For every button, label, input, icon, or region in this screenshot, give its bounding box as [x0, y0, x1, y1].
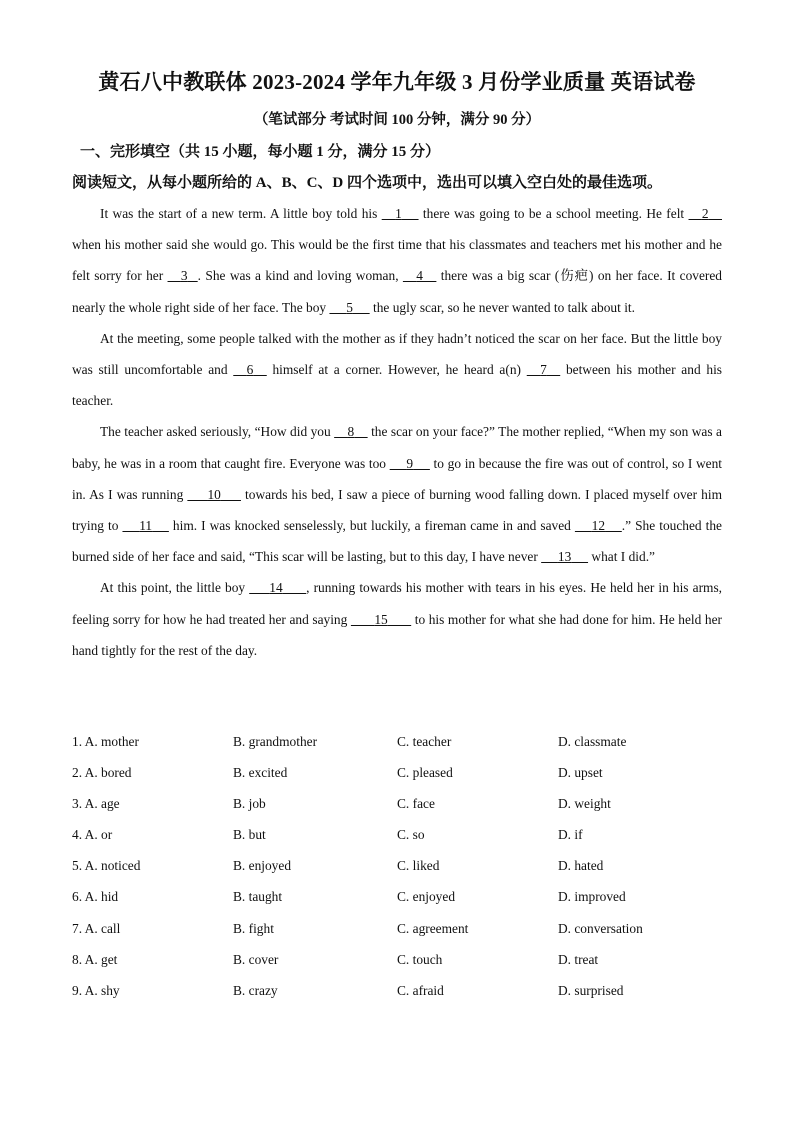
option-row-7	[72, 913, 722, 944]
passage-text: It was the start of a new term. A little boy told his	[100, 206, 382, 221]
passage-text: him. I was knocked senselessly, but luckily, a fireman came in and saved	[168, 518, 575, 534]
option-d: D. classmate	[558, 734, 627, 749]
option-row-2	[72, 757, 722, 788]
option-b: B. enjoyed	[233, 858, 292, 874]
option-c: C. teacher	[397, 734, 452, 749]
option-b: B. excited	[233, 765, 288, 781]
option-d: D. hated	[558, 858, 604, 874]
blank-2: 2	[701, 206, 709, 221]
passage-text: .” She touched the burned side of her face and said, “This scar will be lasting, but to this day, I have never	[72, 518, 722, 565]
option-row-6	[72, 881, 722, 912]
option-c: C. face	[397, 796, 435, 812]
option-b: B. taught	[233, 889, 283, 905]
option-a: 5. A. noticed	[72, 858, 141, 874]
passage-text: . She was a kind and loving woman,	[197, 268, 403, 284]
option-d: D. upset	[558, 765, 603, 781]
answer-options	[72, 726, 722, 1006]
option-d: D. weight	[558, 796, 611, 812]
exam-title: 黄石八中教联体 2023-2024 学年九年级 3 月份学业质量 英语试卷	[98, 70, 696, 94]
blank-9: 9	[406, 455, 414, 471]
passage-paragraph-2	[72, 323, 722, 417]
blank-8: 8	[347, 424, 355, 440]
option-b: B. cover	[233, 951, 279, 967]
option-c: C. liked	[397, 858, 440, 874]
option-d: D. improved	[558, 889, 626, 905]
option-b: B. crazy	[233, 982, 278, 998]
passage-paragraph-4	[72, 572, 722, 666]
option-b: B. fight	[233, 920, 274, 936]
passage-text: there was a big scar (伤疤) on her face. It covered nearly the whole right side of her face. The boy	[72, 268, 722, 315]
blank-3: 3	[180, 268, 188, 284]
option-row-9	[72, 975, 722, 1006]
passage-text: , running towards his mother with tears in his eyes. He held her in his arms, feeling sorry for how he had treated her and saying	[72, 580, 722, 627]
option-d: D. surprised	[558, 982, 624, 998]
option-b: B. grandmother	[233, 734, 318, 749]
passage-text: between his mother and his teacher.	[72, 362, 722, 409]
option-row-3	[72, 788, 722, 819]
option-d: D. conversation	[558, 920, 643, 936]
option-c: C. agreement	[397, 920, 469, 936]
blank-4: 4	[416, 268, 423, 284]
option-a: 2. A. bored	[72, 765, 132, 781]
blank-5: 5	[346, 299, 353, 315]
passage-text: The teacher asked seriously, “How did you	[100, 424, 335, 440]
option-row-4	[72, 819, 722, 850]
option-c: C. enjoyed	[397, 889, 456, 905]
option-d: D. treat	[558, 951, 599, 967]
blank-15: 15	[374, 611, 388, 627]
passage-text: what I did.”	[588, 549, 655, 565]
passage-text: when his mother said she would go. This would be the first time that his classmates and teachers met his mother and he felt sorry for her	[72, 237, 722, 284]
option-c: C. so	[397, 827, 425, 843]
passage-text: the ugly scar, so he never wanted to talk about it.	[369, 299, 635, 315]
option-a: 1. A. mother	[72, 734, 139, 749]
option-c: C. afraid	[397, 982, 444, 998]
option-a: 9. A. shy	[72, 982, 120, 998]
passage-text: the scar on your face?” The mother replied, “When my son was a baby, he was in a room that caught fire. Everyone was too	[72, 424, 722, 471]
passage-text: himself at a corner. However, he heard a(n)	[266, 362, 527, 378]
option-row-1	[72, 726, 722, 757]
blank-7: 7	[540, 362, 547, 378]
blank-11: 11	[139, 518, 153, 534]
section-instruction: 阅读短文，从每小题所给的 A、B、C、D 四个选项中，选出可以填入空白处的最佳选项。	[72, 175, 663, 191]
passage-paragraph-1	[72, 198, 722, 323]
passage-text: At the meeting, some people talked with the mother as if they hadn’t noticed the scar on her face. But the little boy was still uncomfortable and	[72, 330, 722, 378]
section-heading: 一、完形填空（共 15 小题，每小题 1 分，满分 15 分）	[80, 144, 441, 160]
option-d: D. if	[558, 827, 583, 843]
passage-text: to his mother for what she had done for him. He held her hand tightly for the rest of the day.	[72, 611, 723, 658]
option-c: C. pleased	[397, 765, 453, 781]
blank-6: 6	[246, 362, 254, 378]
option-a: 4. A. or	[72, 827, 113, 843]
passage-text: there was going to be a school meeting. He felt	[418, 206, 689, 221]
blank-10: 10	[207, 486, 221, 502]
blank-1: 1	[395, 206, 402, 221]
blank-12: 12	[591, 518, 606, 534]
option-a: 8. A. get	[72, 951, 118, 967]
option-row-5	[72, 850, 722, 881]
exam-subtitle: （笔试部分 考试时间 100 分钟，满分 90 分）	[253, 112, 541, 128]
cloze-passage	[72, 198, 722, 666]
passage-text: At this point, the little boy	[100, 580, 250, 596]
blank-13: 13	[557, 549, 572, 565]
option-row-8	[72, 944, 722, 975]
option-a: 3. A. age	[72, 796, 120, 812]
option-b: B. but	[233, 827, 266, 843]
blank-14: 14	[269, 580, 283, 596]
option-c: C. touch	[397, 951, 443, 967]
option-b: B. job	[233, 796, 266, 812]
option-a: 6. A. hid	[72, 889, 119, 905]
option-a: 7. A. call	[72, 920, 121, 936]
passage-text: to go in because the fire was out of control, so I went in. As I was running	[72, 455, 722, 502]
passage-text: towards his bed, I saw a piece of burning wood falling down. I placed myself over him trying to	[72, 486, 722, 534]
passage-paragraph-3	[72, 416, 722, 572]
